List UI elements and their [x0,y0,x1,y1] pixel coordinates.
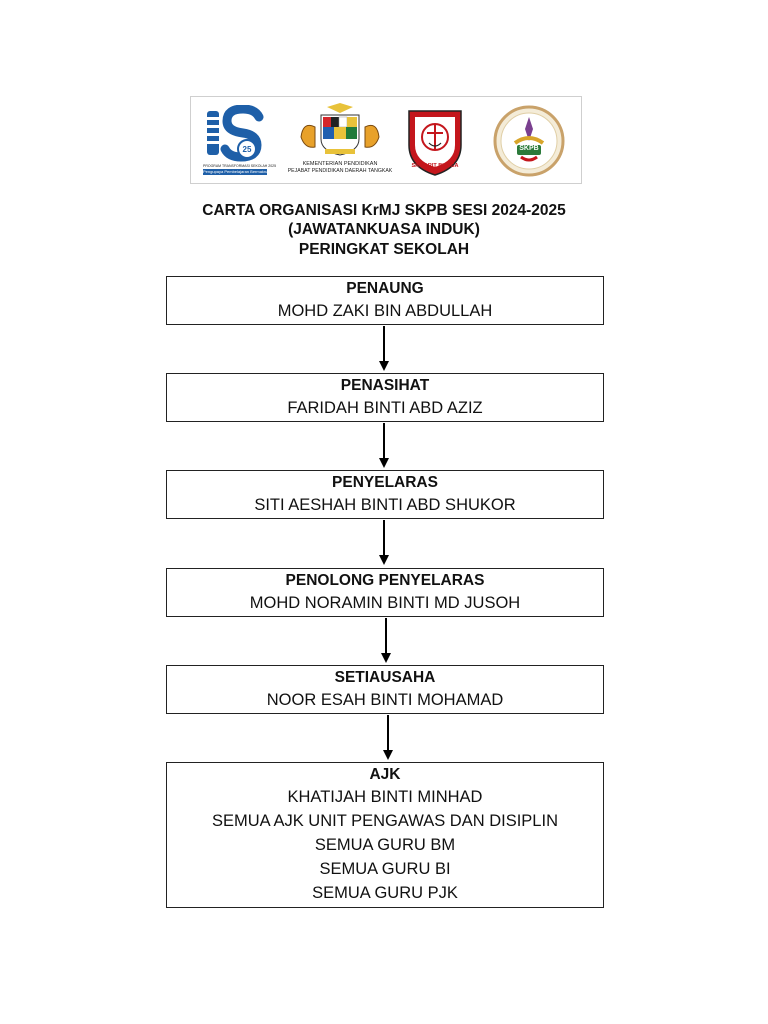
ministry-logo [285,103,395,179]
org-member-name: SEMUA GURU PJK [312,884,458,902]
connector-arrow [376,520,392,566]
circular-emblem-badge: SKPB [519,145,539,152]
org-member-name: SITI AESHAH BINTI ABD SHUKOR [254,496,516,514]
connector-arrow [376,423,392,469]
org-member-name: KHATIJAH BINTI MINHAD [287,788,483,806]
org-box-penolong-penyelaras [166,568,604,617]
org-role: SETIAUSAHA [334,669,436,686]
chart-title-line1: CARTA ORGANISASI KrMJ SKPB SESI 2024-2025 [202,202,566,219]
org-role: PENASIHAT [340,377,430,394]
school-crest [403,103,467,179]
ts25-logo [203,105,277,175]
ts25-subtext: PROGRAM TRANSFORMASI SEKOLAH 2025 [203,164,277,168]
chart-title-line3: PERINGKAT SEKOLAH [298,241,470,258]
org-role: PENYELARAS [332,474,438,491]
org-member-name: FARIDAH BINTI ABD AZIZ [287,399,483,417]
ts25-tagline: Pengupaya Pembelajaran Bermakna [203,169,269,174]
org-box-penasihat [166,373,604,422]
org-member-name: SEMUA GURU BM [314,836,456,854]
org-box-ajk [166,762,604,908]
org-role: PENOLONG PENYELARAS [285,572,485,589]
ministry-line2: PEJABAT PENDIDIKAN DAERAH TANGKAK [287,168,393,174]
org-box-setiausaha [166,665,604,714]
org-role: AJK [369,766,401,783]
org-member-name: SEMUA AJK UNIT PENGAWAS DAN DISIPLIN [212,812,558,830]
logo-strip [190,96,582,184]
malaysia-coat-of-arms-icon [285,103,395,159]
connector-arrow [380,715,396,761]
school-crest-text: SK PARIT BUNGA [411,163,459,169]
org-member-name: NOOR ESAH BINTI MOHAMAD [266,691,504,709]
org-box-penyelaras [166,470,604,519]
connector-arrow [376,326,392,372]
ministry-line1: KEMENTERIAN PENDIDIKAN [302,161,378,167]
connector-arrow [378,618,394,664]
org-member-name: MOHD NORAMIN BINTI MD JUSOH [249,594,521,612]
org-member-name: MOHD ZAKI BIN ABDULLAH [277,302,493,320]
org-box-penaung [166,276,604,325]
circular-emblem-icon [491,103,567,179]
circular-emblem [491,103,567,179]
ts25-logo-icon [203,105,267,163]
org-role: PENAUNG [346,280,424,297]
svg-text:25: 25 [242,145,252,154]
org-member-name: SEMUA GURU BI [319,860,451,878]
chart-title-line2: (JAWATANKUASA INDUK) [288,221,480,238]
